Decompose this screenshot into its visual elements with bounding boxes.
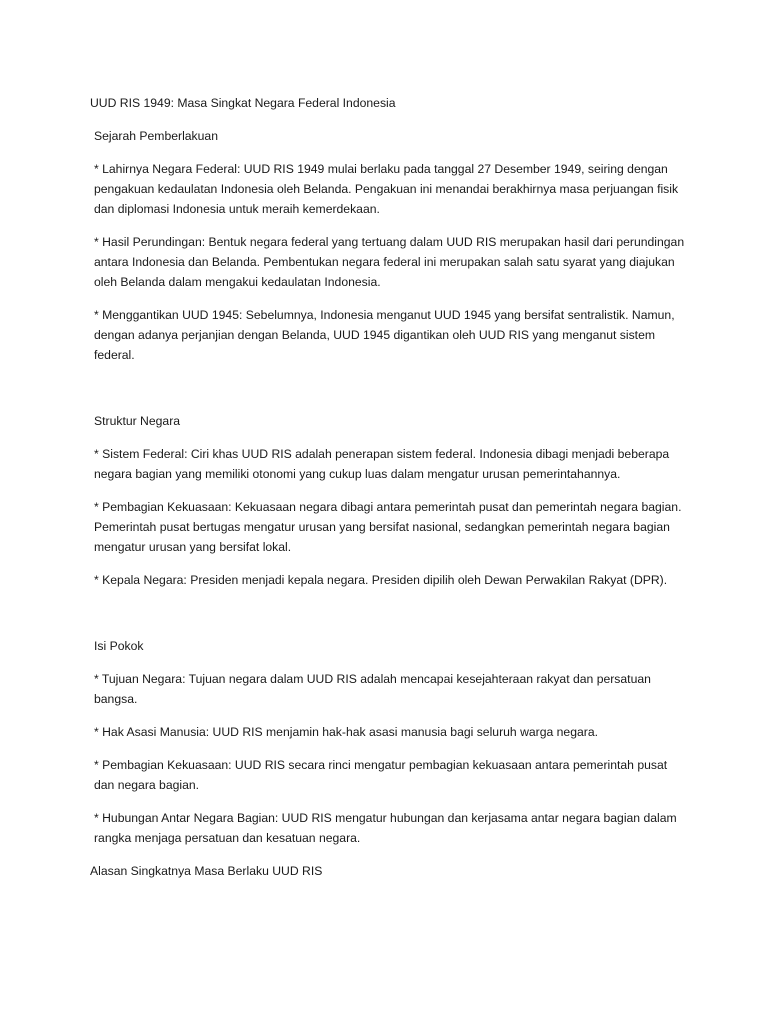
bullet-tujuan-negara: * Tujuan Negara: Tujuan negara dalam UUD RIS adalah mencapai kesejahteraan rakyat dan persatuan bangsa. (94, 672, 651, 706)
bullet-lahirnya-negara-federal: * Lahirnya Negara Federal: UUD RIS 1949 mulai berlaku pada tanggal 27 Desember 1949, seiring dengan pengakuan kedaulatan Indonesia oleh Belanda. Pengakuan ini menandai berakhirnya masa perjuangan fisik dan diplomasi Indonesia untuk meraih kemerdekaan. (94, 162, 679, 216)
document-page (90, 93, 690, 894)
bullet-hasil-perundingan: * Hasil Perundingan: Bentuk negara federal yang tertuang dalam UUD RIS merupakan hasil dari perundingan antara Indonesia dan Belanda. Pembentukan negara federal ini merupakan salah satu syarat yang diajukan oleh Belanda dalam mengakui kedaulatan Indonesia. (94, 235, 685, 289)
closing-heading: Alasan Singkatnya Masa Berlaku UUD RIS (90, 864, 323, 878)
section-spacer (90, 603, 690, 636)
bullet-hubungan-antar-negara-bagian: * Hubungan Antar Negara Bagian: UUD RIS mengatur hubungan dan kerjasama antar negara bagian dalam rangka menjaga persatuan dan kesatuan negara. (94, 811, 677, 845)
section-heading-struktur: Struktur Negara (94, 414, 181, 428)
section-spacer (90, 378, 690, 411)
bullet-kepala-negara: * Kepala Negara: Presiden menjadi kepala negara. Presiden dipilih oleh Dewan Perwakilan Rakyat (DPR). (94, 573, 668, 587)
section-heading-isi-pokok: Isi Pokok (94, 639, 144, 653)
bullet-sistem-federal: * Sistem Federal: Ciri khas UUD RIS adalah penerapan sistem federal. Indonesia dibagi menjadi beberapa negara bagian yang memiliki otonomi yang cukup luas dalam mengatur urusan pemerintahannya. (94, 447, 670, 481)
section-heading-sejarah: Sejarah Pemberlakuan (94, 129, 218, 143)
bullet-pembagian-kekuasaan: * Pembagian Kekuasaan: Kekuasaan negara dibagi antara pemerintah pusat dan pemerintah negara bagian. Pemerintah pusat bertugas mengatur urusan yang bersifat nasional, sedangkan pemerintah negara bagian mengatur urusan yang bersifat lokal. (94, 500, 682, 554)
bullet-hak-asasi-manusia: * Hak Asasi Manusia: UUD RIS menjamin hak-hak asasi manusia bagi seluruh warga negara. (94, 725, 598, 739)
bullet-pembagian-kekuasaan-rinci: * Pembagian Kekuasaan: UUD RIS secara rinci mengatur pembagian kekuasaan antara pemerintah pusat dan negara bagian. (94, 758, 668, 792)
bullet-menggantikan-uud-1945: * Menggantikan UUD 1945: Sebelumnya, Indonesia menganut UUD 1945 yang bersifat sentralistik. Namun, dengan adanya perjanjian dengan Belanda, UUD 1945 digantikan oleh UUD RIS yang menganut sistem federal. (94, 308, 675, 362)
document-title: UUD RIS 1949: Masa Singkat Negara Federal Indonesia (90, 96, 396, 110)
